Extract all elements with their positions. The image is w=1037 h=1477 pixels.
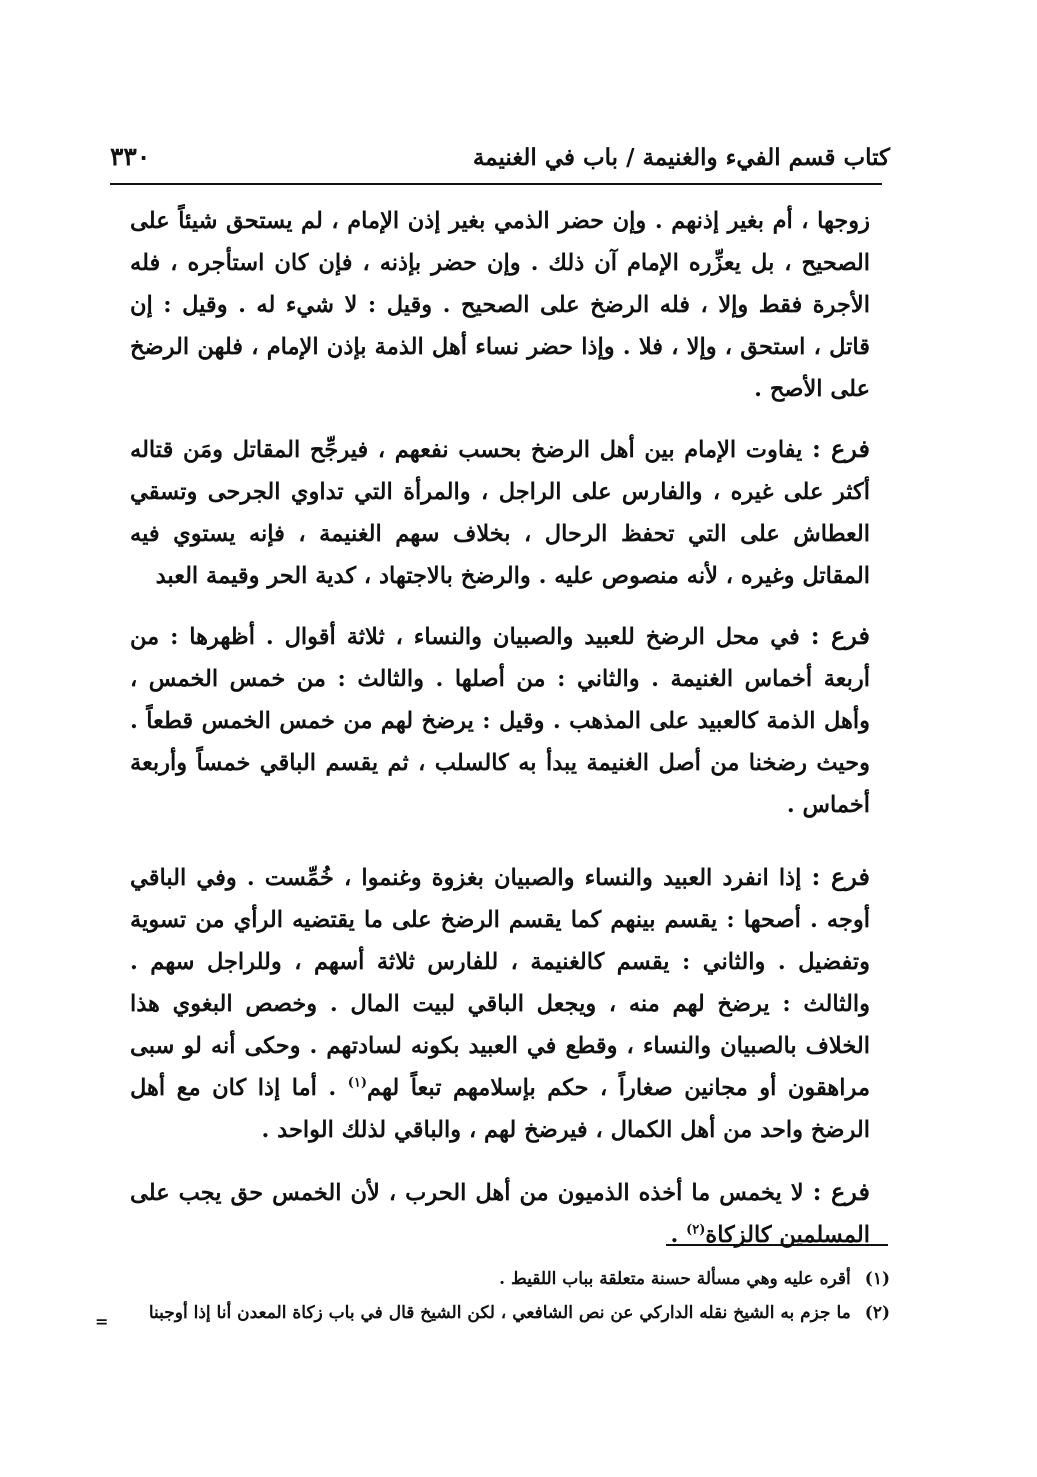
continuation-mark: =	[95, 1312, 109, 1331]
footnote-text: أقره عليه وهي مسألة حسنة متعلقة بباب اللقيط .	[499, 1269, 851, 1289]
header-divider	[110, 183, 882, 185]
paragraph-text: إذا انفرد العبيد والنساء والصبيان بغزوة وغنموا ، خُمِّست . وفي الباقي أوجه . أصحها : يقسم بينهم كما يقسم الرضخ على ما يقتضيه الرأي من تسوية وتفضيل . والثاني : يقسم كالغنيمة ، للفارس ثلاثة أسهم ، وللراجل سهم . والثالث : يرضخ لهم منه ، ويجعل الباقي لبيت المال . وخصص البغوي هذا الخلاف بالصبيان والنساء ، وقطع في العبيد بكونه لسادتهم . وحكى أنه لو سبى مراهقون أو مجانين صغاراً ، حكم بإسلامهم تبعاً لهم	[130, 865, 871, 1101]
far-label: فرع :	[812, 1177, 871, 1206]
page-number: ٣٣٠	[110, 142, 151, 171]
far-label: فرع :	[811, 434, 871, 463]
footnote-reference[interactable]: (٢)	[686, 1222, 706, 1238]
paragraph-text: . أما إذا كان مع أهل الرضخ واحد من أهل الكمال ، فيرضخ لهم ، والباقي لذلك الواحد .	[130, 1075, 870, 1143]
footnote-text: ما جزم به الشيخ نقله الداركي عن نص الشافعي ، لكن الشيخ قال في باب زكاة المعدن أنا إذا أوجبنا	[148, 1303, 851, 1323]
paragraph-text: زوجها ، أم بغير إذنهم . وإن حضر الذمي بغير إذن الإمام ، لم يستحق شيئاً على الصحيح ، بل يعزِّره الإمام آن ذلك . وإن حضر بإذنه ، فإن كان استأجره ، فله الأجرة فقط وإلا ، فله الرضخ على الصحيح . وقيل : لا شيء له . وقيل : إن قاتل ، استحق ، وإلا ، فلا . وإذا حضر نساء أهل الذمة بإذن الإمام ، فلهن الرضخ على الأصح .	[130, 208, 870, 402]
running-header	[110, 138, 890, 182]
paragraph-far	[130, 856, 870, 1151]
running-header-title: كتاب قسم الفيء والغنيمة / باب في الغنيمة	[472, 144, 890, 171]
paragraph-far	[130, 615, 870, 826]
paragraph-spacer	[130, 597, 870, 615]
paragraph-spacer	[130, 1151, 870, 1171]
footnote	[100, 1262, 890, 1296]
footnote-number: (١)	[864, 1269, 890, 1289]
footnotes	[100, 1262, 890, 1330]
paragraph-text: يفاوت الإمام بين أهل الرضخ بحسب نفعهم ، فيرجِّح المقاتل ومَن قتاله أكثر على غيره ، والفارس على الراجل ، والمرأة التي تداوي الجرحى وتسقي العطاش على التي تحفظ الرحال ، بخلاف سهم الغنيمة ، فإنه يستوي فيه المقاتل وغيره ، لأنه منصوص عليه . والرضخ بالاجتهاد ، كدية الحر وقيمة العبد	[130, 437, 870, 589]
footnote	[100, 1296, 890, 1330]
far-label: فرع :	[810, 621, 871, 650]
paragraph-text: لا يخمس ما أخذه الذميون من أهل الحرب ، لأن الخمس حق يجب على المسلمين كالزكاة	[130, 1180, 870, 1248]
paragraph-text: في محل الرضخ للعبيد والصبيان والنساء ، ثلاثة أقوال . أظهرها : من أربعة أخماس الغنيمة . والثاني : من أصلها . والثالث : من خمس الخمس ، وأهل الذمة كالعبيد على المذهب . وقيل : يرضخ لهم من خمس الخمس قطعاً . وحيث رضخنا من أصل الغنيمة يبدأ به كالسلب ، ثم يقسم الباقي خمساً وأربعة أخماس .	[130, 624, 870, 818]
paragraph-far	[130, 428, 870, 597]
paragraph-spacer	[130, 410, 870, 428]
paragraph-text: .	[670, 1222, 687, 1248]
main-text	[130, 200, 870, 1256]
paragraph-spacer	[130, 826, 870, 856]
footnote-divider	[666, 1244, 888, 1246]
footnote-reference[interactable]: (١)	[347, 1075, 368, 1091]
footnote-number: (٢)	[864, 1303, 890, 1323]
far-label: فرع :	[811, 862, 871, 891]
paragraph-continuation	[130, 200, 870, 410]
